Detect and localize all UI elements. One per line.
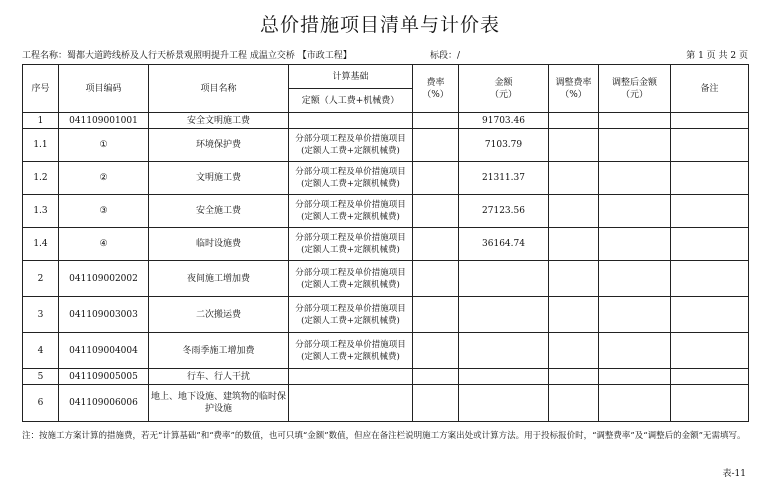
cell-adj-amount: [599, 369, 671, 385]
cell-adj-amount: [599, 228, 671, 261]
rate-label: 费率: [426, 77, 445, 88]
cell-remark: [671, 113, 749, 129]
cell-rate: [413, 195, 459, 228]
col-basis: 计算基础: [289, 65, 413, 89]
cell-adj-rate: [549, 297, 599, 333]
cell-name: 环境保护费: [149, 129, 289, 162]
cell-rate: [413, 369, 459, 385]
rate-unit: （%）: [422, 89, 449, 100]
cell-seq: 1.2: [23, 162, 59, 195]
cell-adj-amount: [599, 129, 671, 162]
cell-basis: [289, 369, 413, 385]
amount-unit: （元）: [489, 89, 517, 100]
cell-remark: [671, 385, 749, 422]
cell-adj-amount: [599, 195, 671, 228]
meta-line: [22, 48, 748, 62]
cell-name: 二次搬运费: [149, 297, 289, 333]
cell-basis: 分部分项工程及单价措施项目(定额人工费+定额机械费): [289, 195, 413, 228]
adj-amount-label: 调整后金额: [611, 77, 657, 88]
cell-code: 041109003003: [59, 297, 149, 333]
col-basis-sub: 定额（人工费+机械费）: [289, 89, 413, 113]
cell-basis: [289, 385, 413, 422]
cell-seq: 1.3: [23, 195, 59, 228]
table-row: [23, 369, 749, 385]
cell-adj-rate: [549, 385, 599, 422]
cell-adj-amount: [599, 162, 671, 195]
measures-table: [22, 64, 749, 422]
cell-code: 041109001001: [59, 113, 149, 129]
cell-seq: 6: [23, 385, 59, 422]
cell-adj-amount: [599, 261, 671, 297]
cell-seq: 1: [23, 113, 59, 129]
cell-rate: [413, 113, 459, 129]
table-row: [23, 261, 749, 297]
cell-adj-rate: [549, 228, 599, 261]
footnote: 注：按施工方案计算的措施费，若无“计算基础”和“费率”的数值，也可只填“金额”数值，但应在备注栏说明施工方案出处或计算方法。用于投标报价时，“调整费率”及“调整后的金额”无需填写。: [22, 431, 746, 441]
cell-amount: [459, 369, 549, 385]
cell-code: 041109002002: [59, 261, 149, 297]
cell-name: 临时设施费: [149, 228, 289, 261]
col-remark: 备注: [671, 65, 749, 113]
cell-basis: [289, 113, 413, 129]
cell-name: 行车、行人干扰: [149, 369, 289, 385]
cell-amount: 91703.46: [459, 113, 549, 129]
cell-rate: [413, 385, 459, 422]
page-indicator: 第 1 页 共 2 页: [686, 51, 748, 61]
cell-adj-rate: [549, 261, 599, 297]
cell-seq: 4: [23, 333, 59, 369]
cell-seq: 3: [23, 297, 59, 333]
cell-remark: [671, 369, 749, 385]
cell-remark: [671, 333, 749, 369]
table-row: [23, 297, 749, 333]
cell-seq: 1.1: [23, 129, 59, 162]
table-row: [23, 228, 749, 261]
cell-adj-rate: [549, 369, 599, 385]
cell-basis: 分部分项工程及单价措施项目(定额人工费+定额机械费): [289, 228, 413, 261]
adj-rate-unit: （%）: [560, 89, 587, 100]
header-row: [23, 65, 749, 89]
table-row: [23, 129, 749, 162]
cell-rate: [413, 261, 459, 297]
cell-adj-rate: [549, 113, 599, 129]
cell-adj-amount: [599, 333, 671, 369]
cell-code: 041109004004: [59, 333, 149, 369]
cell-basis: 分部分项工程及单价措施项目(定额人工费+定额机械费): [289, 162, 413, 195]
col-seq: 序号: [23, 65, 59, 113]
cell-rate: [413, 297, 459, 333]
cell-code: ③: [59, 195, 149, 228]
cell-adj-amount: [599, 385, 671, 422]
cell-adj-amount: [599, 297, 671, 333]
cell-remark: [671, 297, 749, 333]
cell-seq: 1.4: [23, 228, 59, 261]
cell-rate: [413, 333, 459, 369]
project-name: 工程名称：蜀都大道跨线桥及人行天桥景观照明提升工程 成温立交桥 【市政工程】: [22, 51, 352, 61]
amount-label: 金额: [494, 77, 513, 88]
cell-code: ①: [59, 129, 149, 162]
table-row: [23, 333, 749, 369]
table-row: [23, 162, 749, 195]
cell-name: 冬雨季施工增加费: [149, 333, 289, 369]
cell-adj-rate: [549, 162, 599, 195]
cell-basis: 分部分项工程及单价措施项目(定额人工费+定额机械费): [289, 297, 413, 333]
cell-name: 安全施工费: [149, 195, 289, 228]
col-rate: [413, 65, 459, 113]
cell-rate: [413, 228, 459, 261]
cell-code: ②: [59, 162, 149, 195]
cell-remark: [671, 195, 749, 228]
table-row: [23, 195, 749, 228]
table-row: [23, 385, 749, 422]
cell-basis: 分部分项工程及单价措施项目(定额人工费+定额机械费): [289, 129, 413, 162]
cell-remark: [671, 162, 749, 195]
cell-amount: 27123.56: [459, 195, 549, 228]
cell-adj-rate: [549, 195, 599, 228]
col-amount: [459, 65, 549, 113]
cell-seq: 2: [23, 261, 59, 297]
col-name: 项目名称: [149, 65, 289, 113]
adj-amount-unit: （元）: [620, 89, 648, 100]
cell-amount: 36164.74: [459, 228, 549, 261]
cell-amount: [459, 385, 549, 422]
cell-amount: [459, 333, 549, 369]
table-row: [23, 113, 749, 129]
cell-basis: 分部分项工程及单价措施项目(定额人工费+定额机械费): [289, 261, 413, 297]
cell-amount: [459, 261, 549, 297]
cell-name: 夜间施工增加费: [149, 261, 289, 297]
cell-code: 041109006006: [59, 385, 149, 422]
cell-remark: [671, 129, 749, 162]
cell-rate: [413, 129, 459, 162]
page-title: 总价措施项目清单与计价表: [259, 14, 500, 36]
cell-adj-rate: [549, 333, 599, 369]
col-code: 项目编码: [59, 65, 149, 113]
cell-rate: [413, 162, 459, 195]
cell-code: ④: [59, 228, 149, 261]
col-adj-amount: [599, 65, 671, 113]
table-number: 表-11: [722, 469, 746, 479]
cell-adj-rate: [549, 129, 599, 162]
cell-amount: [459, 297, 549, 333]
cell-basis: 分部分项工程及单价措施项目(定额人工费+定额机械费): [289, 333, 413, 369]
cell-code: 041109005005: [59, 369, 149, 385]
cell-name: 安全文明施工费: [149, 113, 289, 129]
cell-amount: 7103.79: [459, 129, 549, 162]
adj-rate-label: 调整费率: [555, 77, 592, 88]
cell-remark: [671, 261, 749, 297]
col-adj-rate: [549, 65, 599, 113]
cell-name: 文明施工费: [149, 162, 289, 195]
cell-amount: 21311.37: [459, 162, 549, 195]
section-label: 标段：/: [430, 51, 461, 61]
cell-seq: 5: [23, 369, 59, 385]
cell-adj-amount: [599, 113, 671, 129]
cell-remark: [671, 228, 749, 261]
cell-name: 地上、地下设施、建筑物的临时保护设施: [149, 385, 289, 422]
